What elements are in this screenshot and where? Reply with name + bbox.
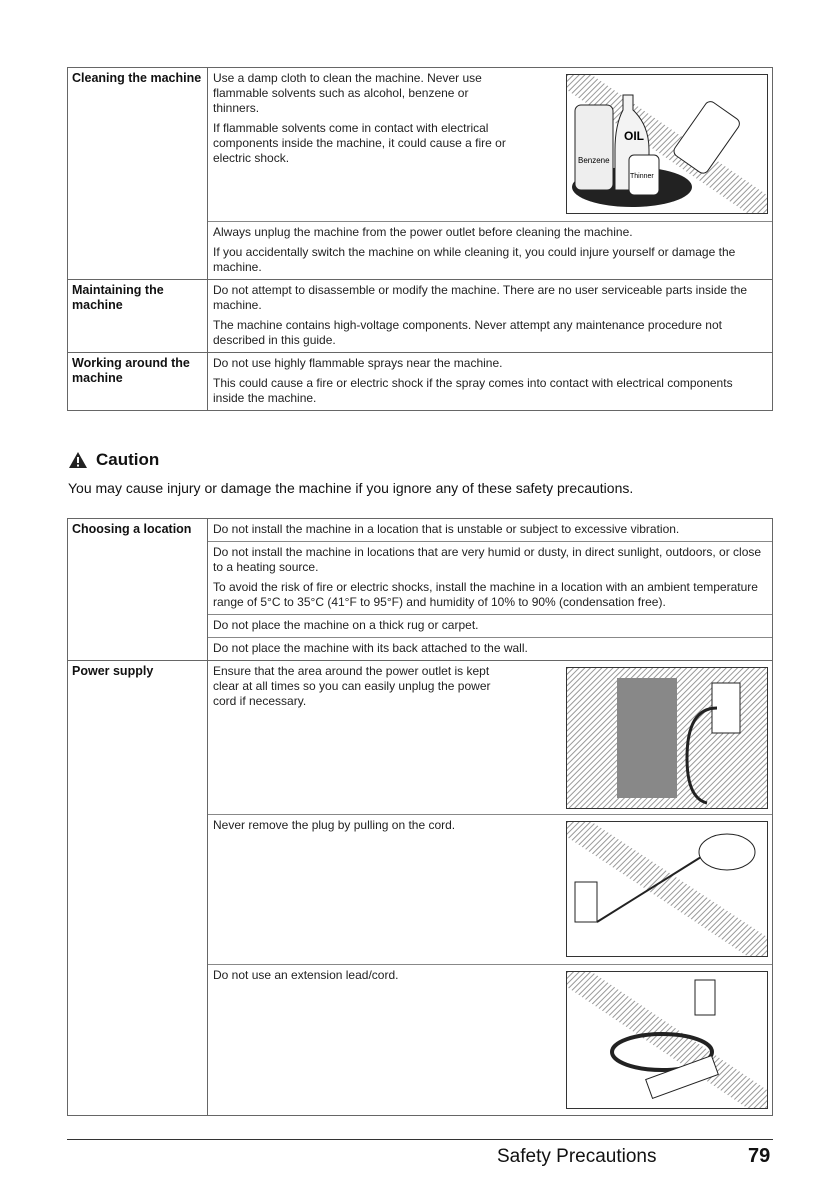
oil-label: OIL <box>624 129 644 143</box>
no-solvents-illustration <box>566 74 768 214</box>
row-label: Working around the machine <box>68 353 208 410</box>
paragraph: Use a damp cloth to clean the machine. Never use flammable solvents such as alcohol, benzene or thinners. <box>213 71 482 115</box>
caution-subtitle: You may cause injury or damage the machine if you ignore any of these safety precautions. <box>68 480 634 496</box>
caution-heading <box>68 450 159 470</box>
row-label: Maintaining the machine <box>68 280 208 352</box>
paragraph: Do not place the machine on a thick rug or carpet. <box>213 618 479 632</box>
paragraph: Never remove the plug by pulling on the cord. <box>213 818 456 832</box>
warning-triangle-icon <box>68 451 88 469</box>
table-cell <box>208 964 772 1115</box>
paragraph: If you accidentally switch the machine on while cleaning it, you could injure yourself or damage the machine. <box>213 245 736 274</box>
caution-table <box>67 518 773 1116</box>
paragraph: Do not install the machine in locations that are very humid or dusty, in direct sunlight, outdoors, or close to a heating source. <box>213 545 762 574</box>
table-row <box>68 660 772 1115</box>
paragraph: If flammable solvents come in contact with electrical components inside the machine, it could cause a fire or electric shock. <box>213 121 506 165</box>
paragraph: Do not place the machine with its back attached to the wall. <box>213 641 528 655</box>
table-cell <box>208 68 772 221</box>
table-cell <box>208 280 772 352</box>
footer-section-title: Safety Precautions <box>497 1146 657 1167</box>
table-cell <box>208 353 772 410</box>
paragraph: Do not attempt to disassemble or modify the machine. There are no user serviceable parts inside the machine. <box>213 283 748 312</box>
paragraph: This could cause a fire or electric shock if the spray comes into contact with electrical components inside the machine. <box>213 376 733 405</box>
table-cell <box>208 661 772 814</box>
table-cell <box>208 541 772 614</box>
paragraph: Ensure that the area around the power outlet is kept clear at all times so you can easily unplug the power cord if necessary. <box>213 664 491 708</box>
paragraph: The machine contains high-voltage components. Never attempt any maintenance procedure not described in this guide. <box>213 318 722 347</box>
paragraph: Do not use highly flammable sprays near the machine. <box>213 356 503 370</box>
benzene-bottle <box>575 105 613 190</box>
warning-table <box>67 67 773 411</box>
row-label: Choosing a location <box>68 519 208 660</box>
paragraph: Always unplug the machine from the power outlet before cleaning the machine. <box>213 225 633 239</box>
table-cell <box>208 221 772 279</box>
row-label: Power supply <box>68 661 208 1115</box>
table-cell <box>208 519 772 541</box>
page-number: 79 <box>748 1145 771 1167</box>
table-row <box>68 519 772 660</box>
table-cell <box>208 814 772 964</box>
no-extension-cord-illustration <box>566 971 768 1109</box>
paragraph: Do not use an extension lead/cord. <box>213 968 399 982</box>
thinner-label: Thinner <box>630 173 654 180</box>
table-cell <box>208 614 772 637</box>
table-row <box>68 352 772 410</box>
paragraph: Do not install the machine in a location that is unstable or subject to excessive vibration. <box>213 522 680 536</box>
do-not-pull-cord-illustration <box>566 821 768 957</box>
paragraph: To avoid the risk of fire or electric shocks, install the machine in a location with an ambient temperature range of 5°C to 35°C (41°F to 95°F) and humidity of 10% to 90% (condensation free). <box>213 580 758 609</box>
table-row <box>68 279 772 352</box>
footer-divider <box>67 1139 773 1140</box>
caution-title: Caution <box>96 450 160 469</box>
row-label: Cleaning the machine <box>68 68 208 279</box>
clear-outlet-illustration <box>566 667 768 809</box>
table-row <box>68 68 772 279</box>
benzene-label: Benzene <box>578 156 610 165</box>
table-cell <box>208 637 772 660</box>
